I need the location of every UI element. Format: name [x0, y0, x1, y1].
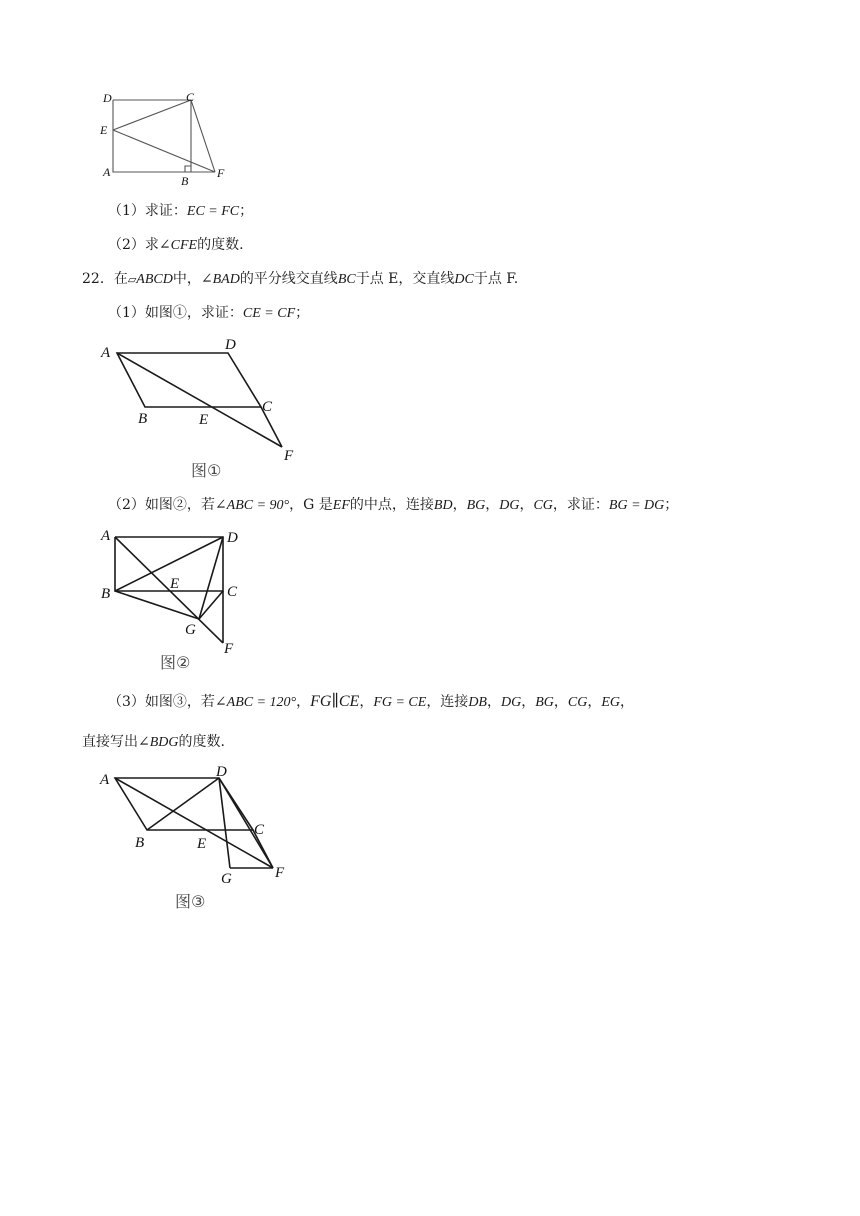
label-a: A — [100, 772, 110, 788]
segment-ec — [113, 100, 191, 130]
right-angle-mark — [185, 166, 191, 172]
label-c: C — [227, 584, 238, 600]
label-a: A — [103, 165, 111, 179]
segment-bd — [147, 778, 219, 830]
rect-outline — [113, 100, 191, 172]
figure-1 — [95, 335, 315, 485]
label-b: B — [138, 411, 148, 427]
q22-part3-line1: （3）如图③，若∠ABC = 120°，FG∥CE，FG = CE，连接DB，DG，BG，CG，EG， — [108, 693, 635, 710]
label-c: C — [254, 822, 265, 838]
parallelogram-abcd — [117, 353, 261, 407]
label-g: G — [221, 871, 232, 887]
caption-fig2: 图② — [160, 653, 191, 672]
label-e: E — [199, 412, 209, 428]
segment-df — [219, 778, 273, 868]
label-b: B — [101, 586, 111, 602]
label-a: A — [101, 528, 111, 544]
q21-part2: （2）求∠CFE的度数. — [108, 237, 244, 253]
figure-2 — [95, 525, 295, 675]
q21-part1: （1）求证：EC = FC； — [108, 203, 254, 219]
q22-stem: 22．在▱ABCD中，∠BAD的平分线交直线BC于点 E，交直线DC于点 F. — [82, 271, 519, 287]
label-b: B — [135, 835, 145, 851]
label-f: F — [275, 865, 285, 881]
q22-part3-line2: 直接写出∠BDG的度数. — [82, 734, 225, 750]
label-c: C — [262, 399, 273, 415]
segment-bd — [115, 537, 223, 591]
label-f: F — [224, 641, 234, 657]
label-e: E — [170, 576, 180, 592]
label-b: B — [181, 174, 189, 188]
q22-part1: （1）如图①，求证：CE = CF； — [108, 305, 310, 321]
label-d: D — [227, 530, 238, 546]
caption-fig1: 图① — [191, 461, 222, 480]
caption-fig3: 图③ — [175, 892, 206, 911]
q22-part2: （2）如图②，若∠ABC = 90°，G 是EF的中点，连接BD，BG，DG，CG，求证：BG = DG； — [108, 497, 679, 513]
label-a: A — [101, 345, 111, 361]
label-d: D — [225, 337, 236, 353]
label-d: D — [216, 764, 227, 780]
segment-dg — [199, 537, 223, 619]
label-g: G — [185, 622, 196, 638]
segment-cf — [191, 100, 215, 172]
label-e: E — [197, 836, 207, 852]
segment-ef — [113, 130, 215, 172]
label-f: F — [217, 166, 225, 180]
parallelogram-symbol: ▱ — [127, 273, 137, 286]
segment-bg — [115, 591, 199, 619]
figure-rectangle-abcd — [95, 88, 245, 188]
label-d: D — [103, 91, 112, 105]
label-f: F — [284, 448, 294, 464]
label-e: E — [100, 123, 108, 137]
figure-3 — [95, 762, 315, 912]
label-c: C — [186, 90, 195, 104]
